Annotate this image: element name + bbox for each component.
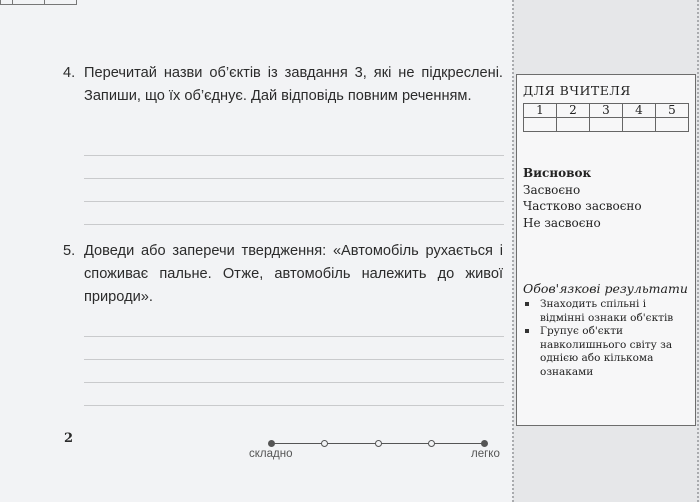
task-number: 4. <box>63 65 76 81</box>
answer-line[interactable] <box>84 405 504 406</box>
result-text: Знаходить спільні і відмінні ознаки об'єктів <box>540 298 674 324</box>
result-item <box>523 325 693 379</box>
teacher-title: ДЛЯ ВЧИТЕЛЯ <box>523 83 631 98</box>
scale-label-easy: легко <box>471 448 500 460</box>
conclusion-option[interactable]: Частково засвоєно <box>523 199 642 213</box>
score-cell[interactable] <box>590 118 623 132</box>
previous-table-fragment <box>0 0 77 5</box>
table-divider <box>44 0 45 4</box>
answer-line[interactable] <box>84 224 504 225</box>
sidebar-dotted-border-right <box>697 0 699 502</box>
table-divider <box>12 0 13 4</box>
score-table <box>523 103 689 132</box>
score-cell[interactable] <box>524 118 557 132</box>
required-results <box>523 281 693 379</box>
scale-point-filled-icon[interactable] <box>481 440 488 447</box>
score-cell[interactable] <box>557 118 590 132</box>
page-number: 2 <box>64 431 74 446</box>
score-header: 5 <box>656 104 689 118</box>
scale-point-empty-icon[interactable] <box>321 440 328 447</box>
result-text: Групує об'єкти навколишнього світу за однією або кількома ознаками <box>540 325 673 378</box>
conclusion-block <box>523 165 642 231</box>
bullet-icon <box>525 302 529 306</box>
score-header: 3 <box>590 104 623 118</box>
answer-line[interactable] <box>84 178 504 179</box>
conclusion-title: Висновок <box>523 166 592 180</box>
teacher-box <box>516 74 696 426</box>
conclusion-option[interactable]: Засвоєно <box>523 182 581 197</box>
score-header: 1 <box>524 104 557 118</box>
difficulty-scale <box>271 440 486 448</box>
conclusion-option[interactable]: Не засвоєно <box>523 215 601 230</box>
task-text: Доведи або заперечи твердження: «Автомобіль рухається і споживає пальне. Отже, автомобіль належить до живої природи». <box>84 243 503 305</box>
scale-label-hard: складно <box>249 448 293 460</box>
score-cell[interactable] <box>656 118 689 132</box>
answer-line[interactable] <box>84 359 504 360</box>
task-5 <box>63 240 503 309</box>
results-title: Обов'язкові результати <box>523 281 688 296</box>
scale-point-empty-icon[interactable] <box>375 440 382 447</box>
scale-point-filled-icon[interactable] <box>268 440 275 447</box>
score-header: 4 <box>623 104 656 118</box>
answer-line[interactable] <box>84 382 504 383</box>
bullet-icon <box>525 329 529 333</box>
answer-line[interactable] <box>84 336 504 337</box>
sidebar-dotted-border <box>512 0 514 502</box>
answer-line[interactable] <box>84 201 504 202</box>
task-number: 5. <box>63 243 76 259</box>
score-cell[interactable] <box>623 118 656 132</box>
score-header: 2 <box>557 104 590 118</box>
task-text: Перечитай назви об’єктів із завдання 3, які не підкреслені. Запиши, що їх об’єднує. Дай відповідь повним реченням. <box>84 65 503 104</box>
answer-line[interactable] <box>84 155 504 156</box>
result-item <box>523 298 693 325</box>
task-4 <box>63 62 503 108</box>
scale-point-empty-icon[interactable] <box>428 440 435 447</box>
